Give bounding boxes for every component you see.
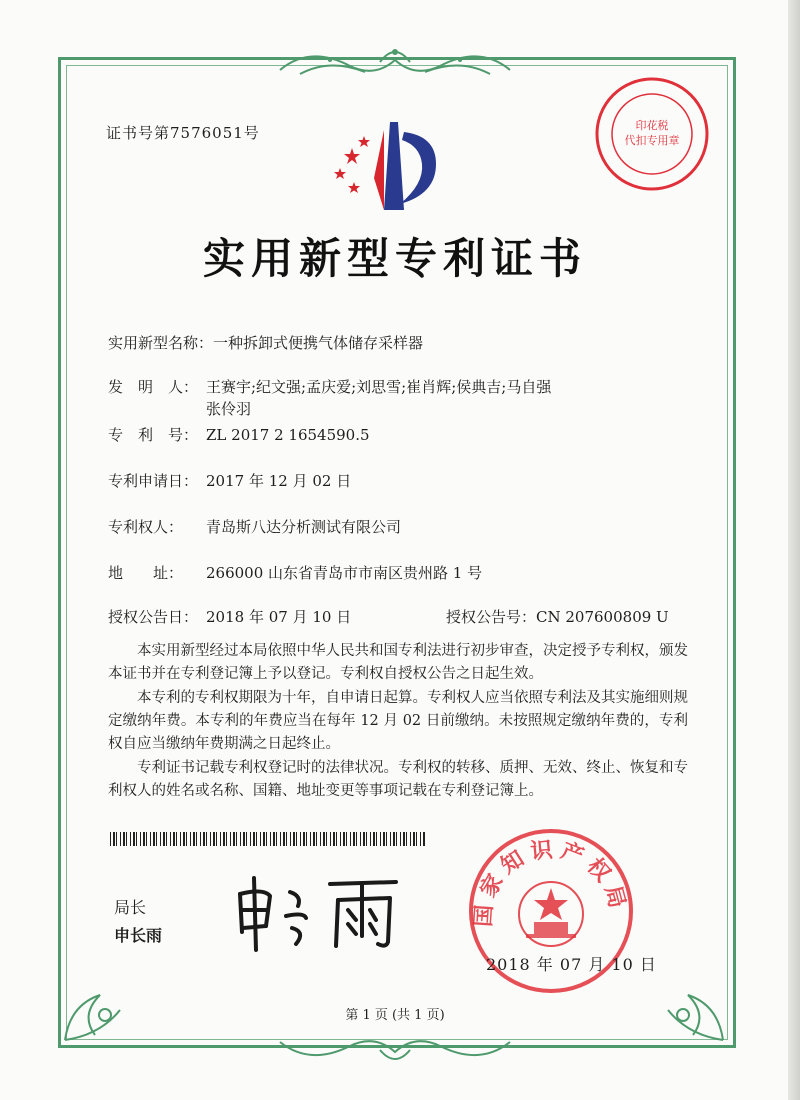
grant-number-value: CN 207600809 U xyxy=(536,608,669,626)
svg-text:代扣专用章: 代扣专用章 xyxy=(624,134,680,147)
inventor-label: 发 明 人： xyxy=(108,378,199,396)
director-signature xyxy=(226,866,406,956)
body-paragraph-3: 专利证书记载专利权登记时的法律状况。专利权的转移、质押、无效、终止、恢复和专利权人的姓名或名称、国籍、地址变更等事项记载在专利登记簿上。 xyxy=(108,760,688,799)
grant-number-label: 授权公告号： xyxy=(446,608,537,626)
page-number: 第 1 页 (共 1 页) xyxy=(345,1008,445,1023)
apply-date-value: 2017 年 12 月 02 日 xyxy=(206,472,352,490)
certificate-number: 证书号第7576051号 xyxy=(106,124,260,142)
bottom-ornament xyxy=(270,1030,520,1070)
tax-stamp-seal xyxy=(592,74,712,194)
address-row xyxy=(108,562,482,583)
certificate-body xyxy=(108,640,688,804)
patent-number-row xyxy=(108,424,370,445)
holder-value: 青岛斯八达分析测试有限公司 xyxy=(206,518,402,536)
body-paragraph-2: 本专利的专利权期限为十年，自申请日起算。专利权人应当依照专利法及其实施细则规定缴纳年费。本专利的年费应当在每年 12 月 02 日前缴纳。未按照规定缴纳年费的，专利权自应当缴纳年费期满之日起终止。 xyxy=(108,690,688,752)
top-ornament xyxy=(270,40,520,84)
inventor-value-line1: 王赛宇;纪文强;孟庆爱;刘思雪;崔肖辉;侯典吉;马自强 xyxy=(206,378,552,396)
paper-edge xyxy=(788,0,800,1100)
inventor-row xyxy=(108,376,551,397)
seal-date: 2018 年 07 月 10 日 xyxy=(486,955,657,974)
address-label: 地 址： xyxy=(108,564,184,582)
barcode xyxy=(110,832,425,846)
holder-label: 专利权人： xyxy=(108,518,184,536)
apply-date-label: 专利申请日： xyxy=(108,472,199,490)
patent-office-logo-icon xyxy=(328,118,448,210)
grant-date-label: 授权公告日： xyxy=(108,608,199,626)
grant-date-value: 2018 年 07 月 10 日 xyxy=(206,608,352,626)
svg-text:印花税: 印花税 xyxy=(635,119,669,132)
inventor-value-line2: 张伶羽 xyxy=(206,400,252,418)
grant-number-row xyxy=(446,606,669,627)
utility-name-row xyxy=(108,332,423,353)
utility-name-label: 实用新型名称： xyxy=(108,334,214,352)
utility-name-value: 一种拆卸式便携气体储存采样器 xyxy=(213,334,424,352)
grant-date-row xyxy=(108,606,351,627)
director-name: 申长雨 xyxy=(114,926,163,945)
page-title: 实用新型专利证书 xyxy=(202,234,587,283)
director-title: 局长 xyxy=(114,898,147,917)
seal-text: 国家知识产权局 xyxy=(470,836,632,928)
patent-number-label: 专 利 号： xyxy=(108,426,199,444)
patent-number-value: ZL 2017 2 1654590.5 xyxy=(206,426,370,444)
address-value: 266000 山东省青岛市市南区贵州路 1 号 xyxy=(206,564,483,582)
body-paragraph-1: 本实用新型经过本局依照中华人民共和国专利法进行初步审查，决定授予专利权，颁发本证书并在专利登记簿上予以登记。专利权自授权公告之日起生效。 xyxy=(108,643,688,682)
apply-date-row xyxy=(108,470,351,491)
holder-row xyxy=(108,516,401,537)
